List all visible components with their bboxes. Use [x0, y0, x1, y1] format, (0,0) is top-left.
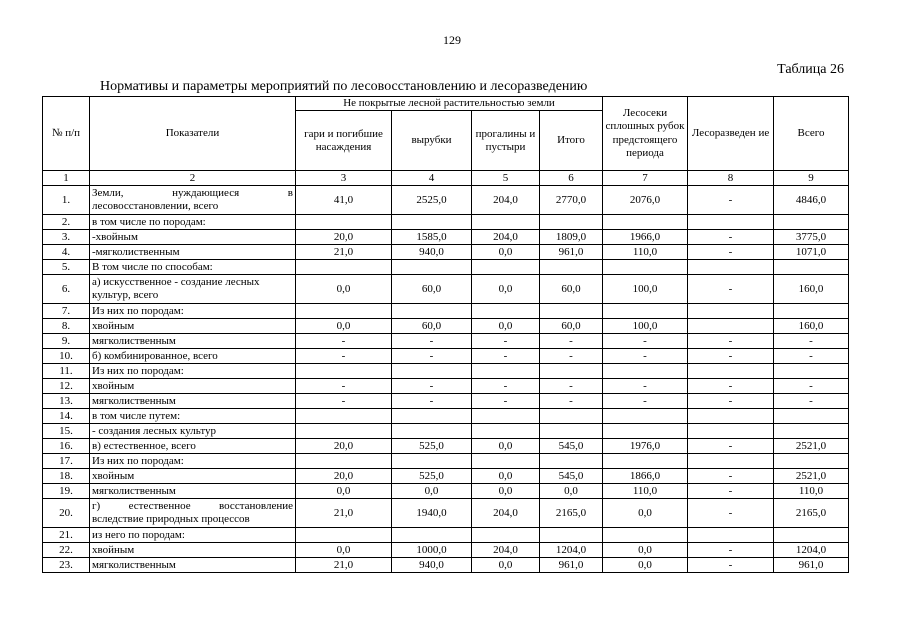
row-value: 0,0	[296, 319, 392, 334]
row-value: 0,0	[603, 558, 688, 573]
header-burned: гари и погибшие насаждения	[296, 111, 392, 171]
header-num: № п/п	[43, 97, 90, 171]
row-value: 160,0	[774, 319, 849, 334]
row-value: -	[688, 230, 774, 245]
row-value: 204,0	[472, 499, 540, 528]
row-label: В том числе по способам:	[90, 260, 296, 275]
row-value	[296, 304, 392, 319]
row-value: -	[688, 186, 774, 215]
row-value: 0,0	[472, 275, 540, 304]
row-value: 60,0	[392, 319, 472, 334]
row-value: 1966,0	[603, 230, 688, 245]
row-value: -	[688, 245, 774, 260]
row-label: -хвойным	[90, 230, 296, 245]
row-value	[603, 364, 688, 379]
row-label: б) комбинированное, всего	[90, 349, 296, 364]
row-label: Из них по породам:	[90, 454, 296, 469]
row-label: мягколиственным	[90, 394, 296, 409]
row-label: в) естественное, всего	[90, 439, 296, 454]
row-number: 21.	[43, 528, 90, 543]
row-value	[603, 409, 688, 424]
row-value	[296, 260, 392, 275]
row-label: мягколиственным	[90, 334, 296, 349]
row-value	[540, 260, 603, 275]
row-value: 21,0	[296, 558, 392, 573]
header-total: Всего	[774, 97, 849, 171]
row-value: 0,0	[540, 484, 603, 499]
row-value: -	[774, 379, 849, 394]
row-value	[392, 409, 472, 424]
row-value: 20,0	[296, 469, 392, 484]
row-value: -	[392, 334, 472, 349]
row-value: -	[688, 558, 774, 573]
row-value	[296, 454, 392, 469]
row-value	[392, 528, 472, 543]
table-row	[43, 334, 849, 349]
row-value	[392, 424, 472, 439]
row-label: мягколиственным	[90, 558, 296, 573]
column-number-row	[43, 171, 849, 186]
row-value: -	[472, 379, 540, 394]
column-number: 3	[296, 171, 392, 186]
row-value: 110,0	[603, 245, 688, 260]
row-value: 160,0	[774, 275, 849, 304]
row-value: 2521,0	[774, 439, 849, 454]
table-row	[43, 424, 849, 439]
row-value	[392, 304, 472, 319]
row-value: 20,0	[296, 439, 392, 454]
row-label: из него по породам:	[90, 528, 296, 543]
row-value: -	[540, 334, 603, 349]
row-number: 1.	[43, 186, 90, 215]
row-value: 100,0	[603, 275, 688, 304]
row-value: 940,0	[392, 558, 472, 573]
row-value: 204,0	[472, 186, 540, 215]
row-value	[688, 424, 774, 439]
table-row	[43, 484, 849, 499]
row-value: 0,0	[472, 245, 540, 260]
row-value: 0,0	[472, 439, 540, 454]
row-value: -	[688, 469, 774, 484]
row-value	[688, 260, 774, 275]
row-value	[603, 215, 688, 230]
row-value: 2525,0	[392, 186, 472, 215]
row-value	[472, 364, 540, 379]
norms-table	[42, 96, 849, 573]
row-value: 204,0	[472, 230, 540, 245]
table-row	[43, 454, 849, 469]
column-number: 7	[603, 171, 688, 186]
row-value	[472, 304, 540, 319]
row-value: 1000,0	[392, 543, 472, 558]
row-label: - создания лесных культур	[90, 424, 296, 439]
table-row	[43, 499, 849, 528]
row-value: -	[540, 349, 603, 364]
row-value: 0,0	[296, 543, 392, 558]
table-label: Таблица 26	[777, 62, 844, 77]
row-value	[603, 454, 688, 469]
row-value: 0,0	[472, 558, 540, 573]
row-value	[296, 424, 392, 439]
row-value: 110,0	[603, 484, 688, 499]
column-number: 8	[688, 171, 774, 186]
row-value: 1940,0	[392, 499, 472, 528]
row-value: -	[472, 394, 540, 409]
row-number: 10.	[43, 349, 90, 364]
row-value: -	[392, 349, 472, 364]
row-value	[472, 260, 540, 275]
row-value	[540, 364, 603, 379]
column-number: 9	[774, 171, 849, 186]
row-value: -	[688, 439, 774, 454]
table-row	[43, 543, 849, 558]
row-value	[296, 364, 392, 379]
row-label: Земли, нуждающиеся в лесовосстановлении, всего	[90, 186, 296, 215]
row-number: 5.	[43, 260, 90, 275]
row-value	[688, 364, 774, 379]
row-value	[392, 215, 472, 230]
page-number: 129	[443, 33, 461, 47]
row-number: 6.	[43, 275, 90, 304]
column-number: 5	[472, 171, 540, 186]
row-value: -	[296, 379, 392, 394]
table-row	[43, 186, 849, 215]
row-value: 1204,0	[540, 543, 603, 558]
row-value: 0,0	[603, 499, 688, 528]
row-value: 21,0	[296, 245, 392, 260]
row-value: -	[603, 334, 688, 349]
header-glades: прогалины и пустыри	[472, 111, 540, 171]
row-value: -	[688, 275, 774, 304]
row-number: 4.	[43, 245, 90, 260]
table-row	[43, 469, 849, 484]
row-value: -	[296, 394, 392, 409]
row-value: 4846,0	[774, 186, 849, 215]
row-number: 8.	[43, 319, 90, 334]
row-value	[472, 424, 540, 439]
row-value: 1866,0	[603, 469, 688, 484]
column-number: 4	[392, 171, 472, 186]
row-value: 961,0	[540, 558, 603, 573]
row-value: -	[296, 349, 392, 364]
row-value	[540, 304, 603, 319]
row-value: 545,0	[540, 439, 603, 454]
row-value: -	[603, 379, 688, 394]
row-label: -мягколиственным	[90, 245, 296, 260]
row-label: Из них по породам:	[90, 304, 296, 319]
row-value	[603, 424, 688, 439]
row-number: 2.	[43, 215, 90, 230]
row-value: -	[688, 334, 774, 349]
row-value: -	[540, 394, 603, 409]
row-value: 525,0	[392, 439, 472, 454]
row-value	[774, 304, 849, 319]
row-label: хвойным	[90, 379, 296, 394]
row-value	[540, 528, 603, 543]
row-value	[774, 260, 849, 275]
row-number: 23.	[43, 558, 90, 573]
row-value: -	[688, 394, 774, 409]
row-value: 2076,0	[603, 186, 688, 215]
row-value: 1204,0	[774, 543, 849, 558]
row-value: 204,0	[472, 543, 540, 558]
table-row	[43, 319, 849, 334]
row-value	[774, 409, 849, 424]
row-value: -	[472, 349, 540, 364]
row-label: в том числе путем:	[90, 409, 296, 424]
row-value: -	[774, 349, 849, 364]
row-value: 2165,0	[540, 499, 603, 528]
row-label: Из них по породам:	[90, 364, 296, 379]
row-label: мягколиственным	[90, 484, 296, 499]
row-number: 20.	[43, 499, 90, 528]
row-value	[472, 454, 540, 469]
row-number: 11.	[43, 364, 90, 379]
row-label: в том числе по породам:	[90, 215, 296, 230]
row-value	[688, 319, 774, 334]
row-label: г) естественное восстановление вследствие природных процессов	[90, 499, 296, 528]
row-value	[688, 304, 774, 319]
row-value	[296, 409, 392, 424]
row-value	[774, 364, 849, 379]
row-value: -	[688, 484, 774, 499]
table-row	[43, 245, 849, 260]
row-value: -	[688, 379, 774, 394]
row-value: 60,0	[392, 275, 472, 304]
row-number: 17.	[43, 454, 90, 469]
row-value: 2165,0	[774, 499, 849, 528]
row-number: 18.	[43, 469, 90, 484]
row-value: 0,0	[296, 275, 392, 304]
column-number: 2	[90, 171, 296, 186]
row-number: 9.	[43, 334, 90, 349]
row-value	[774, 424, 849, 439]
row-value	[774, 215, 849, 230]
table-row	[43, 260, 849, 275]
row-value	[774, 454, 849, 469]
row-value: 545,0	[540, 469, 603, 484]
header-clearcut: Лесосеки сплошных рубок предстоящего периода	[603, 97, 688, 171]
row-value	[603, 304, 688, 319]
row-number: 22.	[43, 543, 90, 558]
row-value	[296, 215, 392, 230]
column-number: 6	[540, 171, 603, 186]
page-title: Нормативы и параметры мероприятий по лесовосстановлению и лесоразведению	[100, 79, 588, 94]
row-label: хвойным	[90, 543, 296, 558]
row-value	[392, 260, 472, 275]
row-value: 0,0	[472, 484, 540, 499]
table-row	[43, 439, 849, 454]
header-afforestation: Лесоразведен ие	[688, 97, 774, 171]
header-subtotal: Итого	[540, 111, 603, 171]
row-value: 20,0	[296, 230, 392, 245]
row-number: 15.	[43, 424, 90, 439]
row-label: хвойным	[90, 469, 296, 484]
column-number: 1	[43, 171, 90, 186]
row-number: 3.	[43, 230, 90, 245]
row-value: 60,0	[540, 319, 603, 334]
table-row	[43, 394, 849, 409]
row-value	[540, 409, 603, 424]
row-value: 21,0	[296, 499, 392, 528]
row-value	[688, 409, 774, 424]
table-row	[43, 215, 849, 230]
row-value: 0,0	[603, 543, 688, 558]
row-value	[688, 454, 774, 469]
row-value	[296, 528, 392, 543]
row-number: 16.	[43, 439, 90, 454]
row-number: 14.	[43, 409, 90, 424]
row-value: 1585,0	[392, 230, 472, 245]
row-value: 3775,0	[774, 230, 849, 245]
table-row	[43, 528, 849, 543]
row-value	[392, 454, 472, 469]
row-number: 12.	[43, 379, 90, 394]
row-value	[540, 454, 603, 469]
header-indicators: Показатели	[90, 97, 296, 171]
row-value: -	[392, 394, 472, 409]
row-number: 13.	[43, 394, 90, 409]
row-value: -	[603, 349, 688, 364]
row-value: -	[603, 394, 688, 409]
row-value: -	[296, 334, 392, 349]
row-value	[540, 424, 603, 439]
row-value	[688, 215, 774, 230]
row-value: 110,0	[774, 484, 849, 499]
row-value: 940,0	[392, 245, 472, 260]
row-value: 2770,0	[540, 186, 603, 215]
row-value: -	[540, 379, 603, 394]
row-value	[472, 528, 540, 543]
row-value: 1071,0	[774, 245, 849, 260]
table-row	[43, 304, 849, 319]
row-label: а) искусственное - создание лесных культур, всего	[90, 275, 296, 304]
row-value: 41,0	[296, 186, 392, 215]
row-value: -	[688, 543, 774, 558]
table-row	[43, 364, 849, 379]
table-row	[43, 379, 849, 394]
row-value: 0,0	[472, 469, 540, 484]
row-value: 100,0	[603, 319, 688, 334]
header-cutting: вырубки	[392, 111, 472, 171]
row-value: 961,0	[540, 245, 603, 260]
row-value	[540, 215, 603, 230]
row-value	[472, 409, 540, 424]
row-value: 0,0	[296, 484, 392, 499]
row-value: 0,0	[472, 319, 540, 334]
row-value: -	[688, 349, 774, 364]
row-value: 1809,0	[540, 230, 603, 245]
row-value	[688, 528, 774, 543]
row-value	[472, 215, 540, 230]
row-value: 2521,0	[774, 469, 849, 484]
row-value: -	[392, 379, 472, 394]
row-value: -	[774, 334, 849, 349]
row-value	[603, 260, 688, 275]
row-value: 1976,0	[603, 439, 688, 454]
header-not-covered: Не покрытые лесной растительностью земли	[296, 97, 603, 111]
row-value: 60,0	[540, 275, 603, 304]
row-value	[774, 528, 849, 543]
table-row	[43, 275, 849, 304]
row-value: -	[688, 499, 774, 528]
table-row	[43, 230, 849, 245]
table-row	[43, 558, 849, 573]
table-row	[43, 409, 849, 424]
row-value: -	[472, 334, 540, 349]
row-value: 0,0	[392, 484, 472, 499]
row-number: 7.	[43, 304, 90, 319]
row-value: 525,0	[392, 469, 472, 484]
row-value: 961,0	[774, 558, 849, 573]
row-value	[392, 364, 472, 379]
row-label: хвойным	[90, 319, 296, 334]
row-number: 19.	[43, 484, 90, 499]
row-value	[603, 528, 688, 543]
row-value: -	[774, 394, 849, 409]
table-row	[43, 349, 849, 364]
